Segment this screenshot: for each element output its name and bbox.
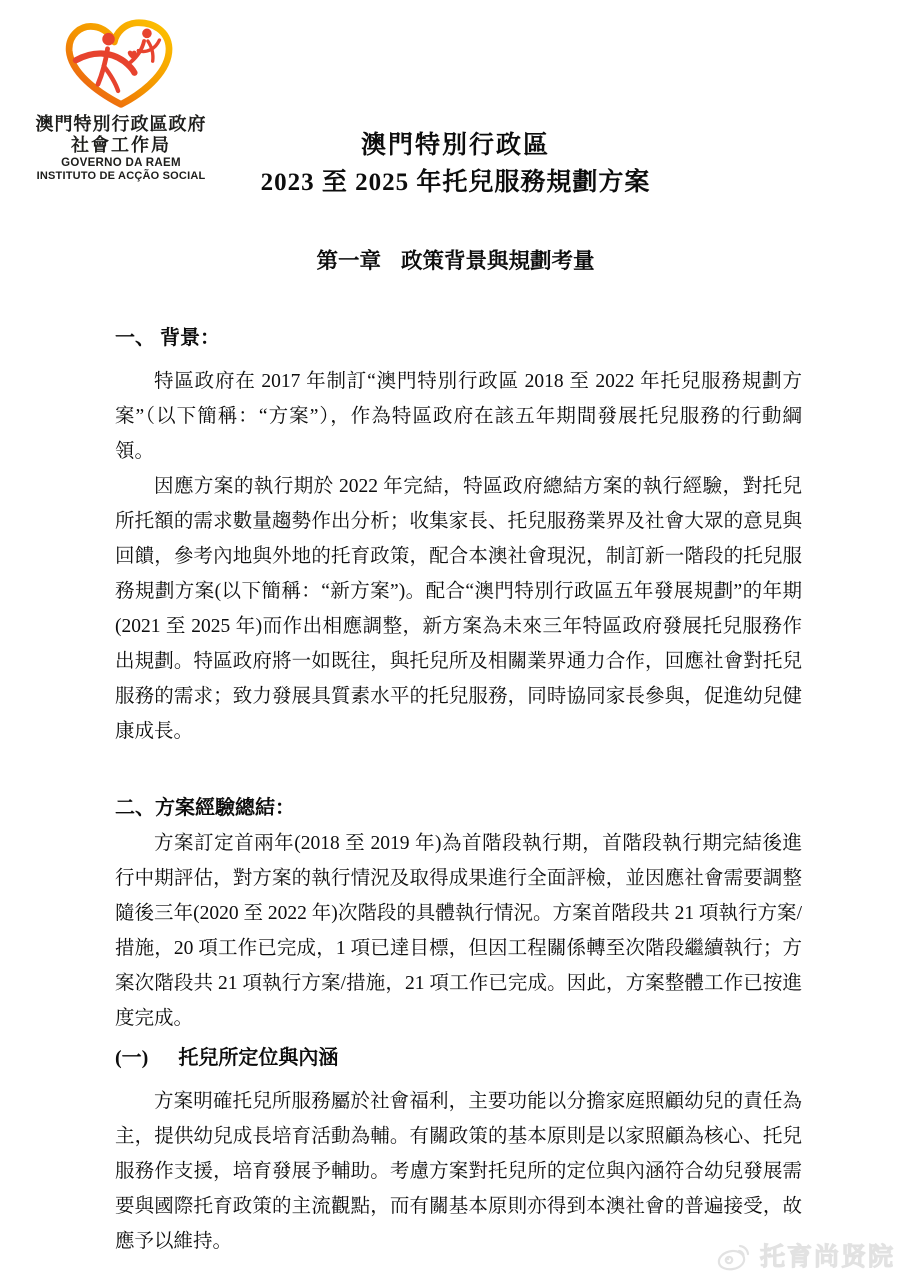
subsection-paragraph-1: 方案明確托兒所服務屬於社會福利，主要功能以分擔家庭照顧幼兒的責任為主，提供幼兒成長培育活動為輔。有關政策的基本原則是以家照顧為核心、托兒服務作支援，培育發展予輔助。考慮方案對托兒所的定位與內涵符合幼兒發展需要與國際托育政策的主流觀點，而有關基本原則亦得到本澳社會的普遍接受，故應予以維持。 [115, 1091, 802, 1252]
section1-heading: 一、 背景： [115, 327, 220, 349]
chapter-number: 第一章 [316, 249, 381, 273]
subsection-heading [115, 1040, 802, 1076]
document-title [0, 127, 911, 202]
org-name-zh-line2: 社會工作局 [71, 135, 171, 155]
heart-figures-logo-icon [57, 18, 185, 114]
document-title-line1: 澳門特別行政區 [360, 132, 550, 159]
chapter-title: 政策背景與規劃考量 [401, 249, 595, 273]
org-name-pt-line1: GOVERNO DA RAEM [61, 157, 181, 169]
subsection-title: 托兒所定位與內涵 [178, 1047, 339, 1069]
section-background [115, 320, 802, 749]
section-experience-summary [115, 790, 802, 1259]
section2-paragraph-1: 方案訂定首兩年(2018 至 2019 年)為首階段執行期，首階段執行期完結後進行中期評估，對方案的執行情況及取得成果進行全面評檢，並因應社會需要調整隨後三年(2020 至 2022 年)次階段的具體執行情況。方案首階段共 21 項執行方案/措施，20 項工作已完成，1 項已達目標，但因工程關係轉至次階段繼續執行；方案次階段共 21 項執行方案/措施，21 項工作已完成。因此，方案整體工作已按進度完成。 [115, 833, 802, 1029]
watermark-text: 托育尚贤院 [759, 1243, 895, 1271]
section1-paragraph-1: 特區政府在 2017 年制訂“澳門特別行政區 2018 至 2022 年托兒服務規劃方案”（以下簡稱：“方案”），作為特區政府在該五年期間發展托兒服務的行動綱領。 [115, 371, 802, 462]
section1-paragraph-2: 因應方案的執行期於 2022 年完結，特區政府總結方案的執行經驗，對托兒所托額的需求數量趨勢作出分析；收集家長、托兒服務業界及社會大眾的意見與回饋，參考內地與外地的托育政策，配合本澳社會現況，制訂新一階段的托兒服務規劃方案(以下簡稱：“新方案”)。配合“澳門特別行政區五年發展規劃”的年期(2021 至 2025 年)而作出相應調整，新方案為未來三年特區政府發展托兒服務作出規劃。特區政府將一如既往，與托兒所及相關業界通力合作，回應社會對托兒服務的需求；致力發展具質素水平的托兒服務，同時協同家長參與，促進幼兒健康成長。 [115, 476, 802, 742]
org-name-zh-line1: 澳門特別行政區政府 [35, 114, 207, 134]
watermark [715, 1237, 895, 1273]
section2-heading: 二、方案經驗總結： [115, 797, 295, 819]
weibo-icon [715, 1239, 753, 1271]
chapter-heading [0, 246, 911, 276]
document-title-line2: 2023 至 2025 年托兒服務規劃方案 [260, 169, 651, 196]
subsection-marker: (一) [115, 1047, 149, 1069]
org-name-pt-line2: INSTITUTO DE ACÇÃO SOCIAL [36, 170, 206, 182]
